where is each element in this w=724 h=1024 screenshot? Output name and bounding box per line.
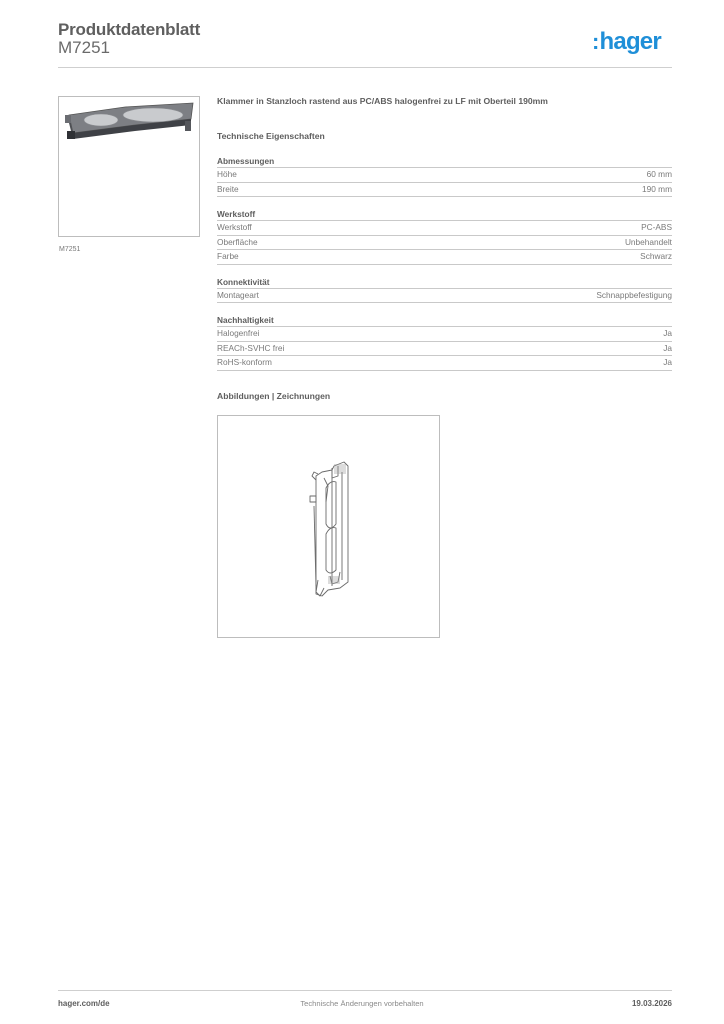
page-title: Produktdatenblatt: [58, 20, 201, 39]
drawing-figure: [217, 415, 440, 638]
spec-row: [217, 342, 672, 357]
spec-value: Ja: [663, 328, 672, 338]
article-number: M7251: [58, 38, 110, 57]
spec-label: RoHS-konform: [217, 357, 272, 367]
footer-website-link[interactable]: hager.com/de: [58, 999, 110, 1008]
product-description: Klammer in Stanzloch rastend aus PC/ABS halogenfrei zu LF mit Oberteil 190mm: [217, 96, 548, 106]
spec-row: [217, 327, 672, 342]
spec-value: PC-ABS: [641, 222, 672, 232]
spec-row: [217, 289, 672, 304]
spec-label: Oberfläche: [217, 236, 258, 247]
section-dimensions: [217, 156, 672, 197]
thumbnail-caption: M7251: [59, 246, 81, 253]
spec-label: Werkstoff: [217, 222, 252, 232]
spec-label: Farbe: [217, 251, 239, 261]
section-connectivity: [217, 277, 672, 304]
section-material: [217, 209, 672, 265]
spec-value: Ja: [663, 357, 672, 367]
technical-properties-heading: Technische Eigenschaften: [217, 131, 325, 141]
spec-value: 190 mm: [642, 183, 672, 194]
spec-value: 60 mm: [646, 169, 672, 179]
spec-value: Schnappbefestigung: [596, 289, 672, 300]
spec-row: [217, 221, 672, 236]
spec-value: Unbehandelt: [624, 236, 672, 247]
product-thumbnail: [58, 96, 200, 237]
product-photo-icon: [59, 97, 199, 236]
spec-label: Breite: [217, 183, 239, 194]
spec-row: [217, 250, 672, 265]
hager-logo: :hager: [592, 28, 661, 55]
footer-notice: Technische Änderungen vorbehalten: [300, 999, 424, 1008]
line-drawing-icon: [218, 416, 439, 637]
section-title: Abmessungen: [217, 156, 672, 168]
footer-divider: [58, 990, 672, 991]
section-title: Konnektivität: [217, 277, 672, 289]
spec-row: [217, 236, 672, 251]
drawings-heading: Abbildungen | Zeichnungen: [217, 390, 331, 401]
spec-row: [217, 183, 672, 198]
spec-row: [217, 168, 672, 183]
spec-value: Ja: [663, 342, 672, 353]
section-title: Nachhaltigkeit: [217, 315, 672, 327]
product-details: [217, 96, 672, 404]
spec-label: REACh-SVHC frei: [217, 342, 285, 353]
section-sustainability: [217, 315, 672, 371]
spec-value: Schwarz: [640, 251, 672, 261]
section-title: Werkstoff: [217, 209, 672, 221]
header-divider: [58, 67, 672, 68]
spec-label: Montageart: [217, 289, 259, 300]
spec-label: Halogenfrei: [217, 328, 260, 338]
spec-label: Höhe: [217, 169, 237, 179]
spec-row: [217, 356, 672, 371]
footer-date: 19.03.2026: [631, 999, 672, 1008]
